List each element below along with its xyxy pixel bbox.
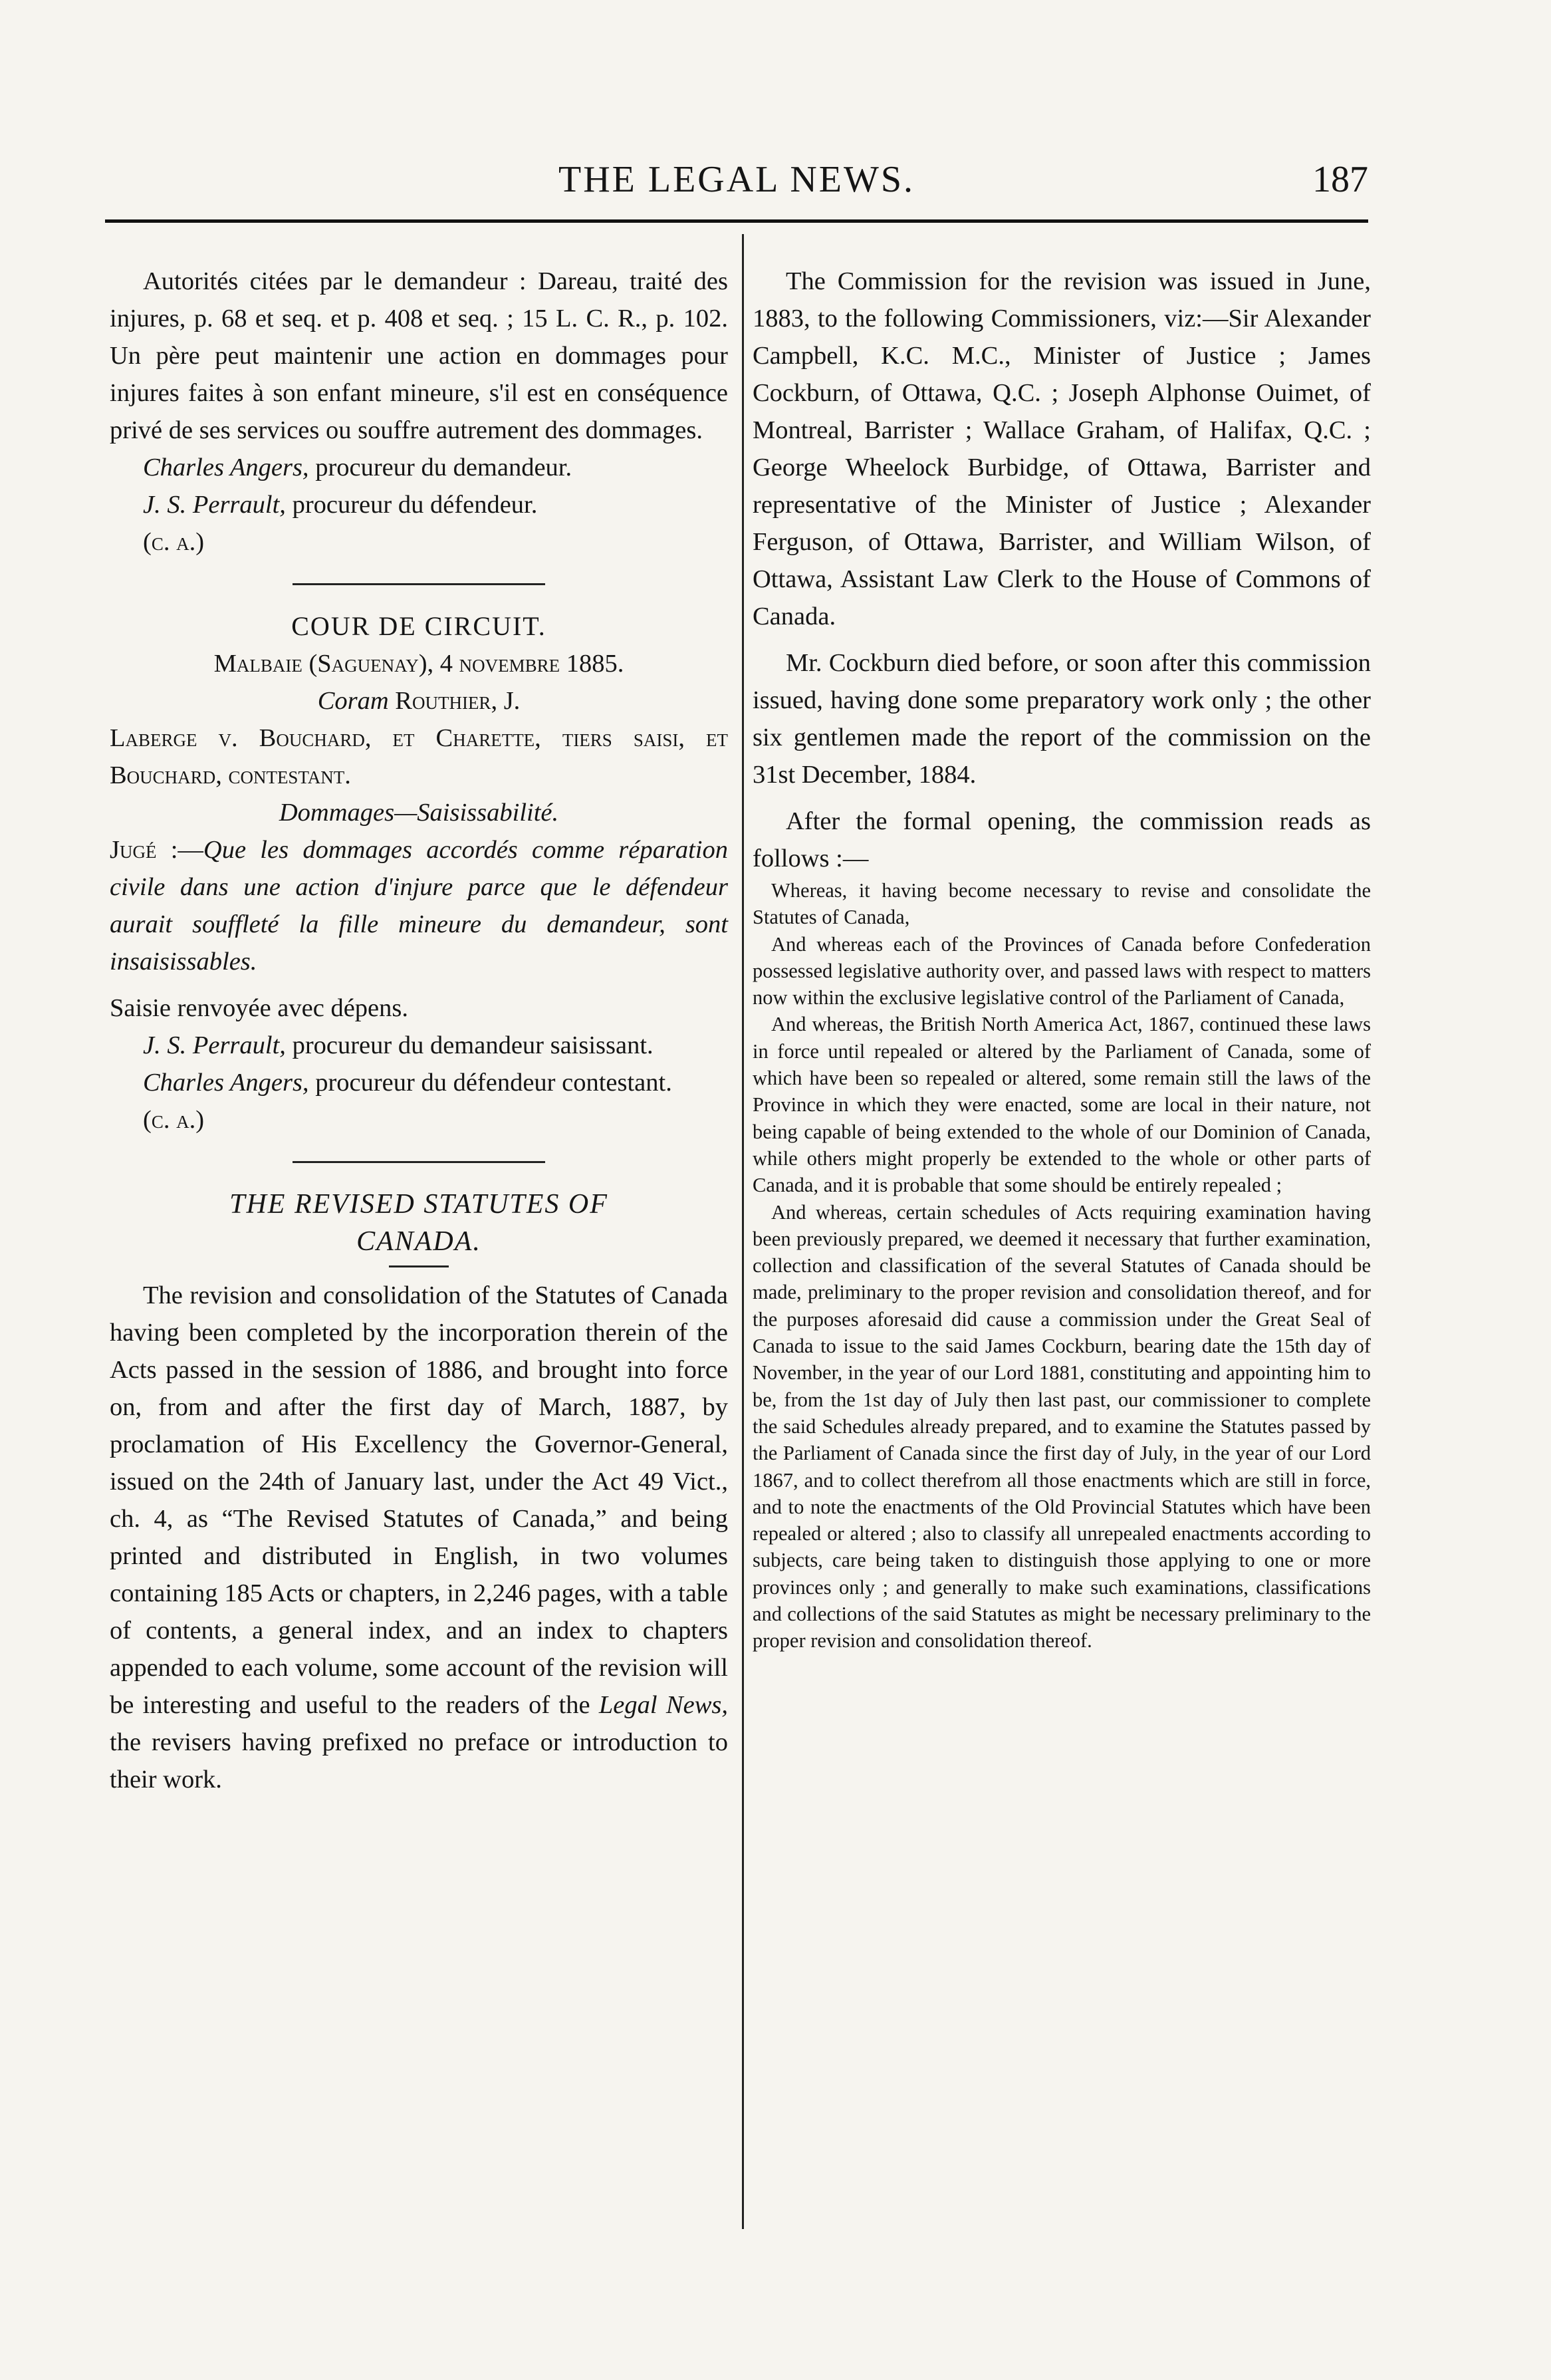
- counsel-line-1: [110, 449, 728, 486]
- page-header: [105, 158, 1368, 218]
- counsel-name: Charles Angers,: [143, 454, 309, 481]
- quotation-paragraph: And whereas each of the Provinces of Canada before Confederation possessed legislative authority over, and passed laws with respect to matters now within the exclusive legislative control of the Parliament of Canada,: [753, 932, 1371, 1009]
- counsel-role: procureur du demandeur saisissant.: [285, 1031, 654, 1059]
- case-parties: Laberge v. Bouchard, et Charette, tiers saisi, et Bouchard, contestant.: [110, 724, 728, 789]
- running-title: THE LEGAL NEWS.: [558, 159, 915, 200]
- counsel-role: procureur du demandeur.: [308, 454, 572, 481]
- authorities-paragraph: Autorités citées par le demandeur : Dareau, traité des injures, p. 68 et seq. et p. 408 et seq. ; 15 L. C. R., p. 102. Un père peut maintenir une action en dommages pour injures faites à son enfant mineure, s'il est en conséquence privé de ses services ou souffre autrement des dommages.: [110, 267, 728, 444]
- counsel-name: J. S. Perrault,: [143, 1031, 286, 1059]
- counsel-line-3: [110, 1027, 728, 1064]
- title-rule: [389, 1265, 449, 1267]
- commission-paragraph: The Commission for the revision was issued in June, 1883, to the following Commissioners, viz:—Sir Alexander Campbell, K.C. M.C., Minister of Justice ; James Cockburn, of Ottawa, Q.C. ; Joseph Alphonse Ouimet, of Montreal, Barrister ; Wallace Graham, of Halifax, Q.C. ; George Wheelock Burbidge, of Ottawa, Barrister and representative of the Minister of Justice ; Alexander Ferguson, of Ottawa, Barrister, and William Wilson, of Ottawa, Assistant Law Clerk to the House of Commons of Canada.: [753, 267, 1371, 630]
- page-number: 187: [1312, 159, 1368, 200]
- article-body-text: The revision and consolidation of the Statutes of Canada having been completed by the incorporation therein of the Acts passed in the session of 1886, and brought into force on, from and after the first day of March, 1887, by proclamation of His Excellency the Governor-General, issued on the 24th of January last, under the Act 49 Vict., ch. 4, as “The Revised Statutes of Canada,” and being printed and distributed in English, in two volumes containing 185 Acts or chapters, in 2,246 pages, with a table of contents, a general index, and an index to chapters appended to each volume, some account of the revision will be interesting and useful to the readers of the: [110, 1281, 728, 1719]
- section-separator: [293, 1161, 545, 1163]
- ruling: Saisie renvoyée avec dépens.: [110, 994, 408, 1022]
- column-divider: [742, 234, 744, 2229]
- court-heading: COUR DE CIRCUIT.: [291, 611, 546, 641]
- opening-paragraph: After the formal opening, the commission reads as follows :—: [753, 807, 1371, 872]
- left-column: [110, 263, 728, 1798]
- coram-judge: Routhier, J.: [395, 687, 521, 715]
- article-title-line-1: THE REVISED STATUTES OF: [229, 1189, 608, 1220]
- reporter-initials: (c. a.): [143, 528, 205, 556]
- reporter-initials: (c. a.): [143, 1106, 205, 1134]
- quotation-paragraph: And whereas, the British North America Act, 1867, continued these laws in force until repealed or altered by the Parliament of Canada, some of which have been so repealed or altered, some remain still the laws of the Province in which they were enacted, some are local in their nature, not being capable of being extended to the whole of our Dominion of Canada, while others might properly be extended to the whole or other parts of Canada, and it is probable that some should be entirely repealed ;: [753, 1013, 1371, 1197]
- headnote: [110, 831, 728, 980]
- counsel-name: Charles Angers,: [143, 1069, 309, 1097]
- article-title-line-2: CANADA.: [356, 1226, 481, 1257]
- article-body: [110, 1277, 728, 1798]
- quotation-paragraph: Whereas, it having become necessary to revise and consolidate the Statutes of Canada,: [753, 879, 1371, 929]
- counsel-line-2: [110, 486, 728, 523]
- coram-line: [110, 682, 728, 720]
- article-title: [110, 1186, 728, 1260]
- article-body-text-end: the revisers having prefixed no preface or introduction to their work.: [110, 1728, 728, 1793]
- section-separator: [293, 583, 545, 585]
- cockburn-paragraph: Mr. Cockburn died before, or soon after this commission issued, having done some preparatory work only ; the other six gentlemen made the report of the commission on the 31st December, 1884.: [753, 649, 1371, 789]
- headnote-label: Jugé :—: [110, 836, 203, 864]
- counsel-role: procureur du défendeur contestant.: [308, 1069, 672, 1097]
- spacer: [753, 635, 1371, 644]
- counsel-line-4: [110, 1064, 728, 1101]
- right-column: [753, 263, 1371, 1654]
- publication-name: Legal News,: [598, 1691, 728, 1719]
- headnote-text: Que les dommages accordés comme réparation civile dans une action d'injure parce que le défendeur aurait souffleté la fille mineure du demandeur, sont insaisissables.: [110, 836, 729, 976]
- quotation-paragraph: And whereas, certain schedules of Acts requiring examination having been previously prepared, we deemed it necessary that further examination, collection and classification of the several Statutes of Canada should be made, preliminary to the proper revision and consolidation thereof, and for the purposes aforesaid did cause a commission under the Great Seal of Canada to issue to the said James Cockburn, bearing date the 15th day of November, in the year of our Lord 1881, constituting and appointing him to be, from the 1st day of July then last past, our commissioner to complete the said Schedules already prepared, and to examine the Statutes passed by the Parliament of Canada since the first day of July, in the year of our Lord 1867, and to collect therefrom all those enactments which are still in force, and to note the enactments of the Old Provincial Statutes which have been repealed or altered ; also to classify all unrepealed enactments according to subjects, care being taken to distinguish those applying to one or more provinces only ; and generally to make such examinations, classifications and collections of the said Statutes as might be necessary preliminary to the proper revision and consolidation thereof.: [753, 1200, 1371, 1653]
- header-rule: [105, 219, 1368, 223]
- commission-quotation: [753, 877, 1371, 1654]
- spacer: [110, 980, 728, 990]
- coram-word: Coram: [317, 687, 396, 715]
- counsel-role: procureur du défendeur.: [285, 491, 538, 519]
- counsel-name: J. S. Perrault,: [143, 491, 286, 519]
- case-topic: Dommages—Saisissabilité.: [279, 799, 559, 827]
- spacer: [753, 793, 1371, 803]
- place-date: Malbaie (Saguenay), 4 novembre 1885.: [213, 650, 624, 678]
